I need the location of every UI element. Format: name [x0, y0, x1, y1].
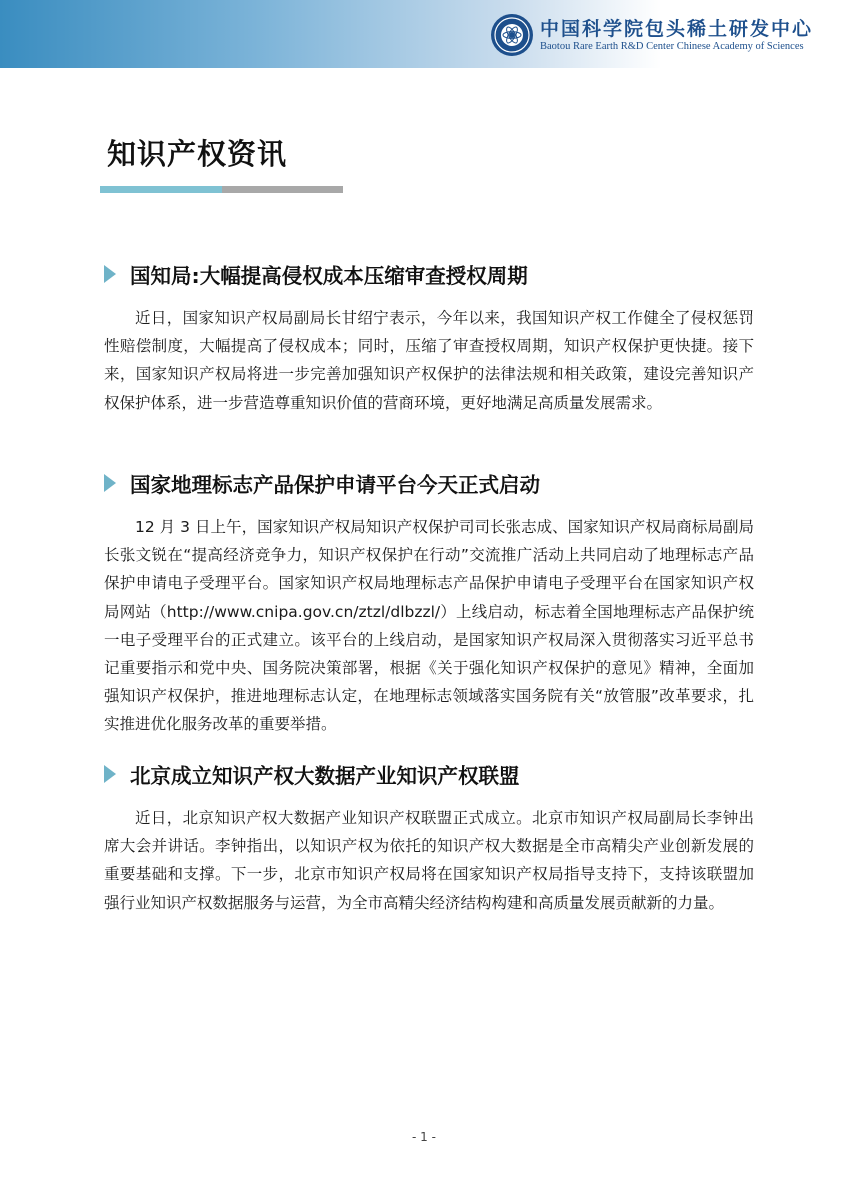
- article-body: 近日，国家知识产权局副局长甘绍宁表示，今年以来，我国知识产权工作健全了侵权惩罚性赔偿制度，大幅提高了侵权成本；同时，压缩了审查授权周期，知识产权保护更快捷。接下来，国家知识产权局将进一步完善加强知识产权保护的法律法规和相关政策，建设完善知识产权保护体系，进一步营造尊重知识价值的营商环境，更好地满足高质量发展需求。: [104, 309, 754, 412]
- title-underline-gray: [222, 186, 343, 193]
- org-logo: [490, 13, 813, 57]
- triangle-right-icon: [104, 474, 116, 492]
- article-heading: [104, 758, 754, 790]
- article-title: 北京成立知识产权大数据产业知识产权联盟: [130, 764, 520, 788]
- article-heading: [104, 467, 754, 499]
- article-3: [104, 758, 754, 917]
- title-underline: [100, 186, 343, 193]
- article-2: [104, 467, 754, 739]
- article-1: [104, 258, 754, 417]
- triangle-right-icon: [104, 765, 116, 783]
- article-title: 国家地理标志产品保护申请平台今天正式启动: [130, 473, 540, 497]
- article-heading: [104, 258, 754, 290]
- triangle-right-icon: [104, 265, 116, 283]
- org-name: [540, 18, 813, 53]
- cas-seal-icon: [490, 13, 534, 57]
- org-name-en: Baotou Rare Earth R&D Center Chinese Academy of Sciences: [540, 40, 804, 52]
- page-number: - 1 -: [412, 1130, 436, 1144]
- org-name-cn: 中国科学院包头稀土研发中心: [540, 17, 814, 40]
- article-title: 国知局:大幅提高侵权成本压缩审查授权周期: [130, 264, 528, 288]
- article-body: 12 月 3 日上午，国家知识产权局知识产权保护司司长张志成、国家知识产权局商标局副局长张文锐在“提高经济竞争力，知识产权保护在行动”交流推广活动上共同启动了地理标志产品保护申请电子受理平台。国家知识产权局地理标志产品保护申请电子受理平台在国家知识产权局网站（http://www.cnipa.gov.cn/ztzl/dlbzzl/）上线启动，标志着全国地理标志产品保护统一电子受理平台的正式建立。该平台的上线启动，是国家知识产权局深入贯彻落实习近平总书记重要指示和党中央、国务院决策部署，根据《关于强化知识产权保护的意见》精神，全面加强知识产权保护，推进地理标志认定，在地理标志领域落实国务院有关“放管服”改革要求，扎实推进优化服务改革的重要举措。: [104, 518, 754, 734]
- article-body: 近日，北京知识产权大数据产业知识产权联盟正式成立。北京市知识产权局副局长李钟出席大会并讲话。李钟指出，以知识产权为依托的知识产权大数据是全市高精尖产业创新发展的重要基础和支撑。下一步，北京市知识产权局将在国家知识产权局指导支持下，支持该联盟加强行业知识产权数据服务与运营，为全市高精尖经济结构构建和高质量发展贡献新的力量。: [104, 809, 754, 912]
- title-underline-teal: [100, 186, 222, 193]
- page-title: 知识产权资讯: [107, 137, 288, 171]
